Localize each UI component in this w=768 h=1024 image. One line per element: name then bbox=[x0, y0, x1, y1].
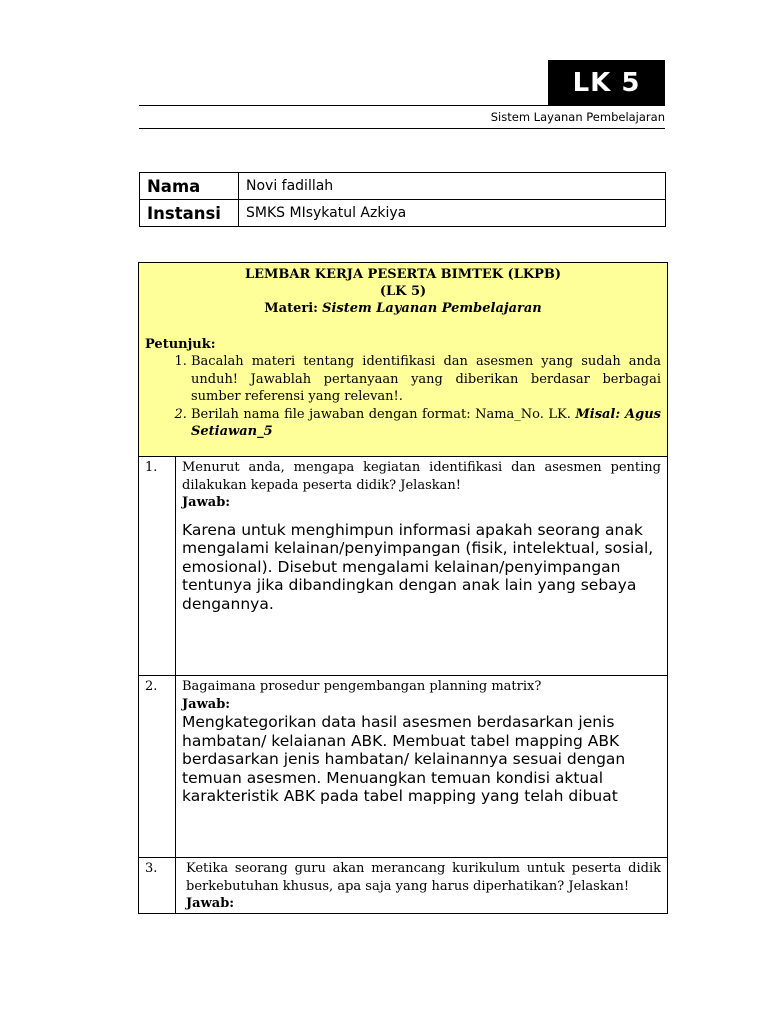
worksheet-title: LEMBAR KERJA PESERTA BIMTEK (LKPB) bbox=[244, 267, 562, 282]
jawab-label-2: Jawab: bbox=[182, 696, 231, 712]
question-number-1: 1. bbox=[139, 457, 176, 676]
jawab-label-1: Jawab: bbox=[182, 495, 231, 510]
question-number-2: 2. bbox=[139, 676, 176, 858]
question-cell-3 bbox=[176, 858, 668, 914]
identity-table bbox=[139, 172, 666, 227]
worksheet-header bbox=[139, 263, 668, 457]
question-text-2: Bagaimana prosedur pengembangan planning matrix? bbox=[182, 679, 542, 694]
instruction-2-text: Berilah nama file jawaban dengan format: Nama_No. LK. bbox=[191, 406, 576, 422]
instansi-label: Instansi bbox=[140, 200, 239, 227]
materi-label: Materi: bbox=[264, 301, 318, 316]
instruction-list bbox=[145, 353, 661, 441]
instruction-1-text: Bacalah materi tentang identifikasi dan asesmen yang sudah anda unduh! Jawablah pertanyaan yang diberikan berdasar berbagai sumber referensi yang relevan!. bbox=[191, 354, 661, 404]
question-text-1: Menurut anda, mengapa kegiatan identifikasi dan asesmen penting dilakukan kepada peserta didik? Jelaskan! bbox=[182, 460, 661, 493]
worksheet-table bbox=[138, 262, 668, 914]
instruction-item-1 bbox=[191, 353, 661, 406]
question-number-3: 3. bbox=[139, 858, 176, 914]
question-row-1 bbox=[139, 457, 668, 676]
materi-value: Sistem Layanan Pembelajaran bbox=[322, 301, 542, 316]
answer-text-2: Mengkategorikan data hasil asesmen berdasarkan jenis hambatan/ kelaianan ABK. Membuat tabel mapping ABK berdasarkan jenis hambatan/ kelainannya sesuai dengan temuan asesmen. Menuangkan temuan kondisi aktual karakteristik ABK pada tabel mapping yang telah dibuat bbox=[182, 713, 626, 805]
lk-badge: LK 5 bbox=[548, 60, 665, 106]
question-text-3: Ketika seorang guru akan merancang kurikulum untuk peserta didik berkebutuhan khusus, apa saja yang harus diperhatikan? Jelaskan! bbox=[186, 861, 661, 894]
question-row-3 bbox=[139, 858, 668, 914]
instruction-2-example: Misal: Agus Setiawan_5 bbox=[191, 406, 662, 439]
header-rule-top bbox=[139, 105, 665, 106]
header-rule-bottom bbox=[139, 128, 665, 129]
petunjuk-label: Petunjuk: bbox=[145, 337, 216, 352]
header-subtitle: Sistem Layanan Pembelajaran bbox=[490, 110, 665, 124]
identity-row-instansi bbox=[140, 200, 666, 227]
question-row-2 bbox=[139, 676, 668, 858]
question-cell-1 bbox=[176, 457, 668, 676]
identity-row-nama bbox=[140, 173, 666, 200]
nama-value: Novi fadillah bbox=[239, 173, 666, 200]
worksheet-materi bbox=[145, 300, 661, 317]
worksheet-code: (LK 5) bbox=[379, 284, 427, 299]
answer-text-1: Karena untuk menghimpun informasi apakah seorang anak mengalami kelainan/penyimpangan (fisik, intelektual, sosial, emosional). Disebut mengalami kelainan/penyimpangan tentunya jika dibandingkan dengan anak lain yang sebaya dengannya. bbox=[182, 520, 654, 613]
question-cell-2 bbox=[176, 676, 668, 858]
jawab-label-3: Jawab: bbox=[186, 896, 235, 911]
instansi-value: SMKS MIsykatul Azkiya bbox=[239, 200, 666, 227]
nama-label: Nama bbox=[140, 173, 239, 200]
instruction-item-2 bbox=[191, 406, 661, 441]
worksheet-header-row bbox=[139, 263, 668, 457]
